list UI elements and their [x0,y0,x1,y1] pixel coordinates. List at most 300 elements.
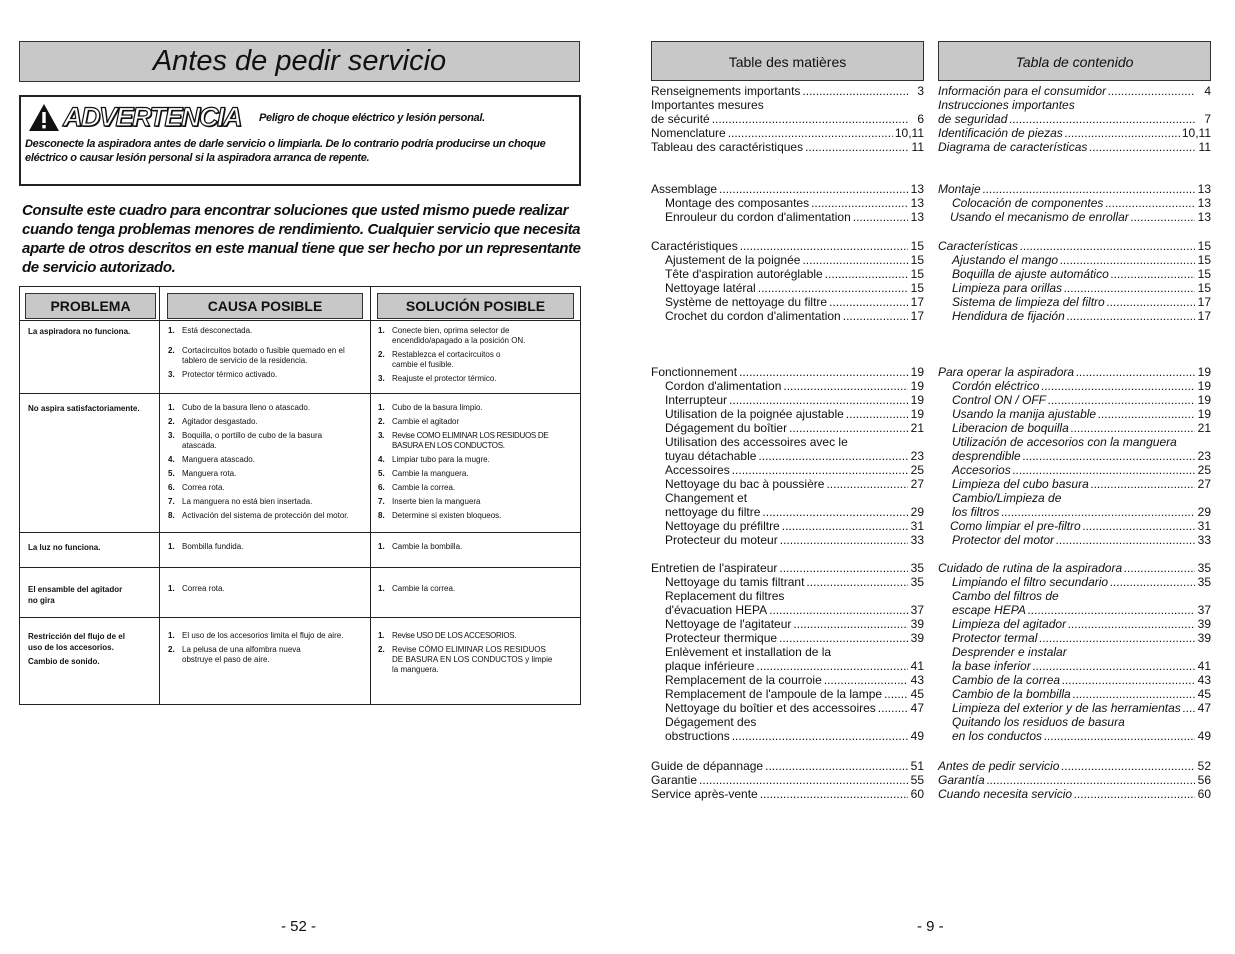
toc-entry [651,463,924,477]
toc-entry [651,379,924,393]
toc-entry [938,575,1211,589]
solution-list: 1. Revise USO DE LOS ACCESORIOS. 2. Revise CÓMO ELIMINAR LOS RESIDUOS DE BASURA EN LOS CONDUCTOS y limpie la manguera. [378,631,553,674]
toc-entry [938,589,1211,603]
toc-entry-page: 15 [910,281,924,295]
problem-cell: La aspiradora no funciona. [28,327,131,336]
toc-entry [651,421,924,435]
toc-entry-page: 29 [1197,505,1211,519]
toc-entry-label: Accesorios [952,463,1011,477]
toc-entry-page: 39 [1197,617,1211,631]
toc-title-fr: Table des matières [651,41,924,81]
toc-entry [938,673,1211,687]
toc-entry-page: 13 [910,196,924,210]
cause-list: 1. El uso de los accesorios limita el flujo de aire. 2. La pelusa de una alfombra nueva obstruye el paso de aire. [168,631,344,664]
toc-entry-page: 15 [910,253,924,267]
toc-leader-dots [782,519,908,533]
toc-entry-page [1197,645,1211,659]
toc-leader-dots [1073,687,1195,701]
toc-entry [651,140,924,154]
toc-entry-label: Guide de dépannage [651,759,764,773]
warning-triangle-icon [28,103,60,132]
toc-entry-page: 19 [910,365,924,379]
toc-entry-label: Dégagement des [665,715,757,729]
toc-entry [651,533,924,547]
toc-entry-label: Cambio de la correa [952,673,1061,687]
toc-entry [938,477,1211,491]
toc-entry [651,449,924,463]
toc-entry [651,281,924,295]
toc-entry-label: Protector del motor [952,533,1055,547]
toc-entry [938,84,1211,98]
header-solution: SOLUCIÓN POSIBLE [377,293,574,319]
toc-entry-label: Cambo del filtros de [952,589,1059,603]
toc-entry [651,561,924,575]
toc-entry-label: Assemblage [651,182,718,196]
toc-entry [651,239,924,253]
toc-entry-label: Enlèvement et installation de la [665,645,832,659]
toc-entry [938,210,1211,224]
toc-entry-label: Fonctionnement [651,365,738,379]
toc-entry-page: 41 [910,659,924,673]
toc-entry [651,112,924,126]
toc-entry-label: en los conductos [952,729,1043,743]
toc-entry-page: 19 [910,393,924,407]
problem-cell: La luz no funciona. [28,543,101,552]
toc-entry-label: Control ON / OFF [952,393,1047,407]
toc-leader-dots [760,787,908,801]
toc-entry-page: 56 [1197,773,1211,787]
toc-entry-label: Montage des composantes [665,196,810,210]
toc-leader-dots [756,659,908,673]
toc-entry-page: 27 [1197,477,1211,491]
toc-entry-page: 60 [1197,787,1211,801]
toc-entry [938,239,1211,253]
toc-entry-page: 17 [1197,295,1211,309]
toc-entry-page: 15 [910,239,924,253]
toc-leader-dots [825,267,908,281]
toc-entry-label: Protector termal [952,631,1038,645]
toc-entry-page: 19 [910,407,924,421]
toc-entry [651,687,924,701]
toc-entry-page: 17 [910,309,924,323]
page-number-left: - 52 - [281,918,317,935]
toc-leader-dots [779,561,908,575]
toc-entry-label: Accessoires [665,463,730,477]
toc-entry-page [1197,715,1211,729]
toc-entry [938,140,1211,154]
toc-entry-label: Cordon d'alimentation [665,379,782,393]
toc-entry-label: Cuidado de rutina de la aspiradora [938,561,1123,575]
toc-entry [938,715,1211,729]
toc-entry-label: Cuando necesita servicio [938,787,1073,801]
toc-entry [938,701,1211,715]
toc-leader-dots [719,182,908,196]
toc-entry-page: 31 [910,519,924,533]
toc-entry [938,505,1211,519]
toc-entry-page: 45 [1197,687,1211,701]
toc-leader-dots [729,393,908,407]
toc-entry [938,196,1211,210]
toc-entry-page: 55 [910,773,924,787]
toc-leader-dots [712,112,908,126]
warning-heading [28,101,241,133]
toc-entry-page: 52 [1197,759,1211,773]
toc-leader-dots [1124,561,1195,575]
toc-leader-dots [802,253,908,267]
toc-entry-label: Remplacement de la courroie [665,673,822,687]
toc-entry [651,701,924,715]
toc-entry-label: Colocación de componentes [952,196,1104,210]
toc-entry-page [910,715,924,729]
toc-leader-dots [1041,379,1195,393]
toc-entry-label: Protecteur thermique [665,631,778,645]
toc-entry [651,645,924,659]
toc-entry [938,365,1211,379]
toc-leader-dots [1107,295,1195,309]
toc-leader-dots [1023,449,1195,463]
toc-entry-label: Usando el mecanismo de enrollar [950,210,1129,224]
toc-entry [938,491,1211,505]
toc-title-es: Tabla de contenido [938,41,1211,81]
toc-entry [938,463,1211,477]
toc-entry-label: plaque inférieure [665,659,755,673]
toc-leader-dots [765,759,908,773]
troubleshooting-table [19,286,581,705]
toc-entry-label: d'évacuation HEPA [665,603,768,617]
toc-entry [938,687,1211,701]
toc-leader-dots [1056,533,1195,547]
toc-entry [651,182,924,196]
toc-entry-label: Dégagement du boîtier [665,421,788,435]
toc-entry [651,126,924,140]
solution-list: 1. Cambie la correa. [378,584,456,593]
toc-entry [938,773,1211,787]
toc-entry [651,84,924,98]
toc-entry-label: Boquilla de ajuste automático [952,267,1109,281]
toc-entry [938,182,1211,196]
toc-entry-page: 43 [1197,673,1211,687]
toc-entry-label: Limpiando el filtro secundario [952,575,1109,589]
toc-leader-dots [811,196,908,210]
toc-entry-page [910,98,924,112]
page-title: Antes de pedir servicio [152,45,447,77]
toc-entry [651,98,924,112]
toc-leader-dots [878,701,908,715]
toc-entry-label: Diagrama de características [938,140,1088,154]
toc-leader-dots [1077,98,1195,112]
toc-entry-label: Cordón eléctrico [952,379,1040,393]
toc-entry-label: Nettoyage du préfiltre [665,519,780,533]
toc-entry [651,505,924,519]
toc-entry [938,379,1211,393]
toc-entry-label: Garantie [651,773,698,787]
toc-entry [651,589,924,603]
toc-entry [938,449,1211,463]
toc-leader-dots [1111,267,1195,281]
toc-entry-page: 13 [1197,196,1211,210]
toc-entry-label: Utilización de accesorios con la manguera [952,435,1177,449]
toc-entry [651,477,924,491]
toc-entry-page [910,491,924,505]
toc-entry-label: Para operar la aspiradora [938,365,1075,379]
toc-entry-label: Système de nettoyage du filtre [665,295,828,309]
toc-entry-page: 35 [910,561,924,575]
toc-leader-dots [758,449,908,463]
toc-entry-label: Limpieza para orillas [952,281,1063,295]
cause-list: 1. Correa rota. [168,584,225,593]
toc-leader-dots [1083,519,1195,533]
toc-entry-label: la base inferior [952,659,1031,673]
cause-list: 1. Bombilla fundida. [168,542,244,551]
problem-cell: El ensamble del agitador no gira [28,585,123,605]
toc-entry-page: 13 [1197,182,1211,196]
toc-entry [938,519,1211,533]
toc-entry-page: 19 [1197,365,1211,379]
toc-entry-page [1197,589,1211,603]
toc-entry-label: de seguridad [938,112,1008,126]
toc-entry [938,126,1211,140]
toc-entry-label: desprendible [952,449,1021,463]
toc-entry-label: Desprender e instalar [952,645,1067,659]
toc-entry [651,365,924,379]
toc-leader-dots [1131,210,1195,224]
toc-entry [651,267,924,281]
header-cause: CAUSA POSIBLE [167,293,363,319]
toc-leader-dots [1071,421,1195,435]
toc-entry-page: 47 [1197,701,1211,715]
toc-entry-page: 15 [1197,267,1211,281]
toc-entry-page: 43 [910,673,924,687]
toc-entry [651,309,924,323]
toc-entry-page: 15 [1197,281,1211,295]
toc-entry-label: Utilisation des accessoires avec le [665,435,848,449]
warning-box [19,95,581,186]
toc-leader-dots [802,84,908,98]
toc-entry [938,631,1211,645]
toc-leader-dots [987,773,1195,787]
toc-entry [938,659,1211,673]
toc-leader-dots [1108,84,1195,98]
toc-leader-dots [779,631,908,645]
toc-entry-page: 49 [1197,729,1211,743]
toc-entry-label: Nettoyage du bac à poussière [665,477,825,491]
toc-leader-dots [749,491,908,505]
toc-entry-page [1197,435,1211,449]
toc-entry-page: 29 [910,505,924,519]
toc-leader-dots [1127,715,1195,729]
toc-entry-label: Características [938,239,1019,253]
toc-entry-page: 45 [910,687,924,701]
toc-leader-dots [1061,589,1195,603]
toc-entry-page: 21 [910,421,924,435]
toc-entry-label: Renseignements importants [651,84,801,98]
toc-leader-dots [1068,617,1195,631]
toc-entry-page: 19 [1197,393,1211,407]
toc-entry-page: 15 [910,267,924,281]
toc-entry-label: Changement et [665,491,748,505]
toc-entry-label: Nettoyage latéral [665,281,756,295]
toc-leader-dots [1039,631,1195,645]
toc-entry-page: 13 [1197,210,1211,224]
toc-entry-label: Nettoyage de l'agitateur [665,617,792,631]
intro-paragraph: Consulte este cuadro para encontrar soluciones que usted mismo puede realizar cuando tenga problemas menores de rendimiento. Cualquier servicio que necesita aparte de otros descritos en este manual tiene que ser hecho por un representante de servicio autorizado. [22,202,581,276]
toc-entry-page: 19 [1197,379,1211,393]
toc-entry [938,421,1211,435]
toc-entry-label: nettoyage du filtre [665,505,761,519]
toc-entry-page: 21 [1197,421,1211,435]
toc-entry-page: 17 [1197,309,1211,323]
toc-leader-dots [824,673,908,687]
toc-leader-dots [853,210,908,224]
toc-leader-dots [732,463,908,477]
toc-leader-dots [1009,112,1195,126]
toc-entry-label: Limpieza del exterior y de las herramientas [952,701,1181,715]
toc-entry-page: 17 [910,295,924,309]
toc-entry [651,787,924,801]
toc-entry-label: Remplacement de l'ampoule de la lampe [665,687,883,701]
toc-leader-dots [826,477,908,491]
toc-leader-dots [1060,253,1195,267]
toc-entry-label: Service après-vente [651,787,758,801]
toc-leader-dots [728,126,893,140]
warning-text: Desconecte la aspiradora antes de darle servicio o limpiarla. De lo contrario podría producirse un choque eléctrico o causar lesión personal si la aspiradora arranca de repente. [25,138,546,164]
toc-leader-dots [829,295,908,309]
toc-entry-page: 35 [1197,575,1211,589]
cause-list: 1. Cubo de la basura lleno o atascado. 2. Agitador desgastado. 3. Boquilla, o portillo de cubo de la basura atascada. 4. Manguera atascado. 5. Manguera rota. 6. Correa rota. 7. La manguera no está bien insertada. 8. Activación del sistema de protección del motor. [168,403,349,520]
toc-leader-dots [1033,659,1195,673]
toc-entry-page: 19 [1197,407,1211,421]
toc-entry-page: 4 [1204,84,1211,98]
toc-entry-page: 39 [910,617,924,631]
toc-leader-dots [699,773,908,787]
toc-entry-page: 10,11 [1181,126,1211,140]
toc-entry-page: 15 [1197,239,1211,253]
toc-leader-dots [843,309,908,323]
toc-entry-label: Protecteur du moteur [665,533,778,547]
toc-entry-label: Importantes mesures [651,98,764,112]
toc-entry [938,407,1211,421]
toc-leader-dots [1044,729,1195,743]
page-number-right: - 9 - [917,918,944,935]
toc-entry [938,561,1211,575]
toc-entry [651,407,924,421]
toc-entry [938,435,1211,449]
toc-entry [938,729,1211,743]
toc-entry [651,253,924,267]
toc-leader-dots [780,533,908,547]
toc-entry-label: Montaje [938,182,981,196]
toc-entry [938,267,1211,281]
toc-leader-dots [806,575,908,589]
toc-leader-dots [1067,309,1195,323]
toc-entry-page [910,435,924,449]
toc-leader-dots [884,687,908,701]
toc-leader-dots [1028,603,1195,617]
toc-entry [651,759,924,773]
toc-leader-dots [1065,126,1180,140]
toc-leader-dots [1062,673,1195,687]
toc-leader-dots [833,645,908,659]
toc-entry-label: Ajustement de la poignée [665,253,801,267]
toc-entry-label: Garantía [938,773,985,787]
toc-entry [651,715,924,729]
toc-leader-dots [769,603,908,617]
toc-entry [651,631,924,645]
solution-list: 1. Cubo de la basura limpio. 2. Cambie el agitador 3. Revise COMO ELIMINAR LOS RESIDUOS DE BASURA EN LOS CONDUCTOS. 4. Limpiar tubo para la mugre. 5. Cambie la manguera. 6. Cambie la correa. 7. Inserte bien la manguera 8. Determine si existen bloqueos. [378,403,549,520]
toc-leader-dots [805,140,908,154]
toc-leader-dots [1183,701,1195,715]
toc-entry-page [1197,491,1211,505]
toc-entry-page: 60 [910,787,924,801]
toc-leader-dots [766,98,908,112]
toc-entry-page: 6 [917,112,924,126]
toc-leader-dots [1098,407,1195,421]
toc-entry-page: 39 [1197,631,1211,645]
toc-entry-page: 35 [1197,561,1211,575]
toc-list-es [938,84,1211,804]
toc-leader-dots [1076,365,1195,379]
toc-leader-dots [758,281,908,295]
title-box [19,41,580,82]
toc-entry-page: 33 [910,533,924,547]
toc-leader-dots [983,182,1195,196]
toc-entry-label: Cambio de la bombilla [952,687,1071,701]
toc-entry-label: Usando la manija ajustable [952,407,1097,421]
toc-entry-page: 25 [910,463,924,477]
toc-entry-label: Nomenclature [651,126,726,140]
toc-entry [938,787,1211,801]
solution-list: 1. Conecte bien, oprima selector de encendido/apagado a la posición ON. 2. Restablezca el cortacircuitos o cambie el fusible. 3. Reajuste el protector térmico. [378,326,526,383]
toc-entry-label: Entretien de l'aspirateur [651,561,778,575]
toc-entry [651,435,924,449]
toc-entry-page: 37 [910,603,924,617]
toc-leader-dots [1091,477,1195,491]
toc-entry-label: Identificación de piezas [938,126,1063,140]
toc-entry-label: Nettoyage du tamis filtrant [665,575,805,589]
toc-entry-page: 39 [910,631,924,645]
toc-entry [938,112,1211,126]
toc-entry-page: 31 [1197,519,1211,533]
toc-leader-dots [850,435,908,449]
toc-entry [651,196,924,210]
toc-leader-dots [793,617,908,631]
toc-entry-page: 11 [1198,140,1211,154]
toc-entry-label: Cambio/Limpieza de [952,491,1062,505]
toc-leader-dots [1001,505,1195,519]
toc-entry-label: Utilisation de la poignée ajustable [665,407,844,421]
toc-entry-page: 23 [1197,449,1211,463]
solution-list: 1. Cambie la bombilla. [378,542,463,551]
toc-entry [651,659,924,673]
toc-entry-label: Nettoyage du boîtier et des accessoires [665,701,876,715]
toc-entry [651,673,924,687]
toc-entry-label: obstructions [665,729,730,743]
toc-leader-dots [758,715,908,729]
toc-entry [651,575,924,589]
toc-entry [651,491,924,505]
toc-entry [938,309,1211,323]
toc-leader-dots [1020,239,1195,253]
toc-entry [938,645,1211,659]
toc-entry-label: Crochet du cordon d'alimentation [665,309,841,323]
toc-leader-dots [1048,393,1195,407]
toc-leader-dots [1179,435,1195,449]
toc-leader-dots [1089,140,1195,154]
toc-entry-page: 7 [1204,112,1211,126]
toc-entry [938,759,1211,773]
toc-entry-page: 49 [910,729,924,743]
toc-entry [938,295,1211,309]
